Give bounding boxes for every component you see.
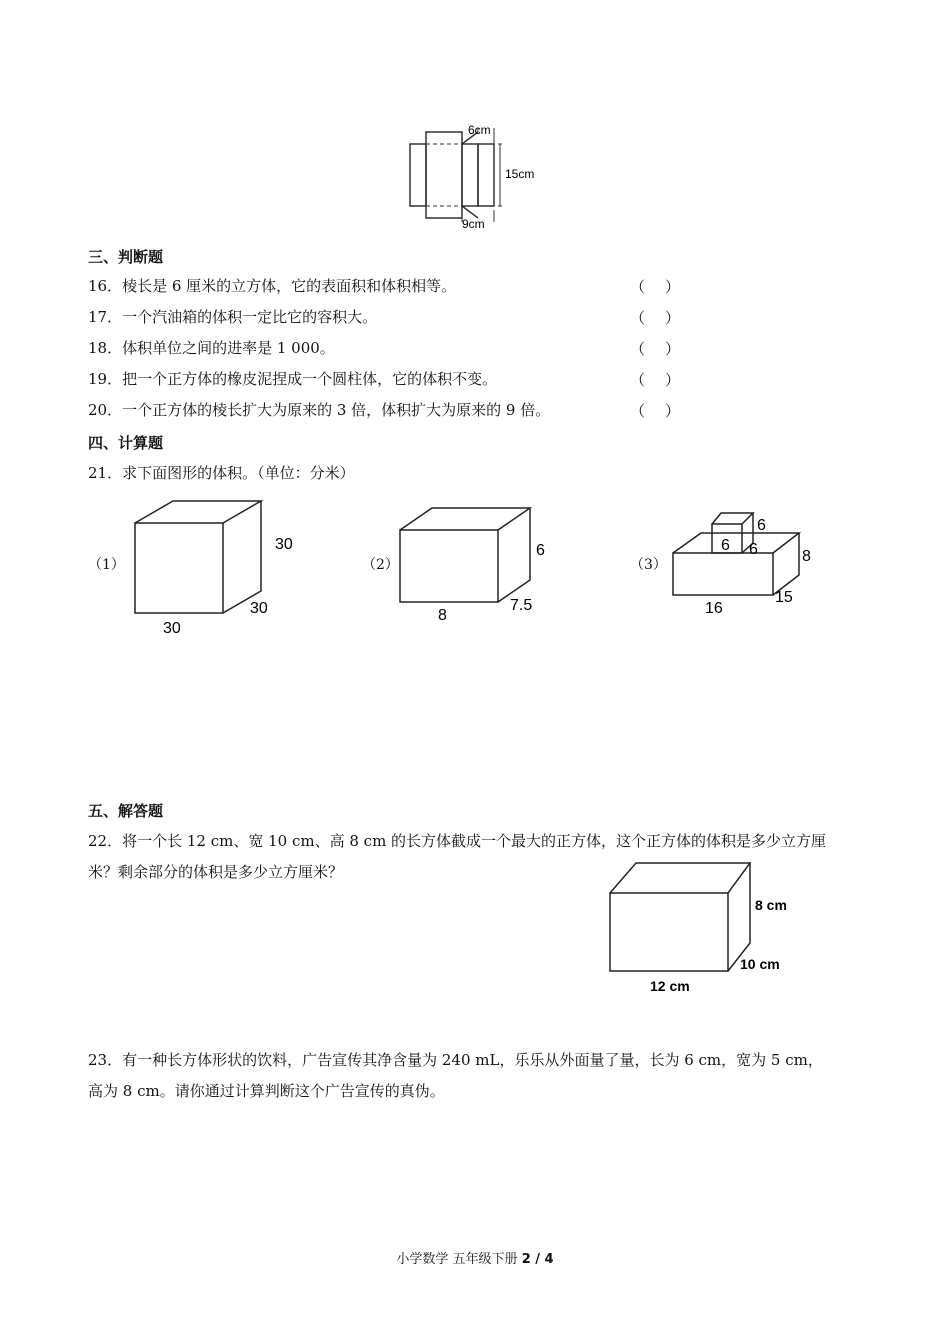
question-21: 21．求下面图形的体积。（单位：分米） — [88, 464, 355, 482]
fig3-small-right-label: 6 — [757, 517, 766, 534]
q22-length-label: 12 cm — [650, 978, 690, 994]
fig1-depth-label: 30 — [250, 600, 268, 617]
answer-blank-19[interactable]: （ ） — [630, 371, 680, 389]
q22-depth-label: 10 cm — [740, 956, 780, 972]
net-label-right: 15cm — [505, 167, 535, 181]
fig2-bottom-label: 8 — [438, 607, 447, 624]
fig1-right-label: 30 — [275, 536, 293, 553]
figure-2-label: （2） — [362, 557, 399, 573]
section-5-heading: 五、解答题 — [88, 802, 164, 820]
answer-blank-16[interactable]: （ ） — [630, 278, 680, 296]
footer-text: 小学数学 五年级下册 — [396, 1252, 522, 1267]
q22-height-label: 8 cm — [755, 897, 787, 913]
page-number: 2 / 4 — [521, 1252, 554, 1267]
question-22-line-1: 22．将一个长 12 cm、宽 10 cm、高 8 cm 的长方体截成一个最大的正方体，这个正方体的体积是多少立方厘 — [88, 832, 827, 850]
net-label-bottom: 9cm — [462, 217, 485, 231]
figure-3-composite — [665, 503, 825, 623]
figure-2-cuboid — [392, 500, 562, 630]
question-17: 17．一个汽油箱的体积一定比它的容积大。 — [88, 308, 378, 326]
fig1-bottom-label: 30 — [163, 620, 181, 637]
question-22-line-2: 米？剩余部分的体积是多少立方厘米？ — [88, 863, 344, 881]
fig2-right-label: 6 — [536, 542, 545, 559]
answer-blank-17[interactable]: （ ） — [630, 309, 680, 327]
fig3-right-label: 8 — [802, 548, 811, 565]
question-18: 18．体积单位之间的进率是 1 000。 — [88, 339, 335, 357]
figure-1-cube — [125, 493, 315, 638]
fig3-depth-label: 15 — [775, 589, 793, 606]
fig3-small-bottom-right-label: 6 — [749, 541, 758, 558]
question-23-line-1: 23．有一种长方体形状的饮料，广告宣传其净含量为 240 mL，乐乐从外面量了量，长为 6 cm，宽为 5 cm， — [88, 1051, 823, 1069]
question-16: 16．棱长是 6 厘米的立方体，它的表面积和体积相等。 — [88, 277, 457, 295]
fig2-depth-label: 7.5 — [510, 597, 533, 614]
section-3-heading: 三、判断题 — [88, 248, 164, 266]
answer-blank-20[interactable]: （ ） — [630, 402, 680, 420]
fig3-bottom-label: 16 — [705, 600, 723, 617]
question-20: 20．一个正方体的棱长扩大为原来的 3 倍，体积扩大为原来的 9 倍。 — [88, 401, 551, 419]
answer-blank-18[interactable]: （ ） — [630, 340, 680, 358]
question-19: 19．把一个正方体的橡皮泥捏成一个圆柱体，它的体积不变。 — [88, 370, 498, 388]
net-label-top: 6cm — [468, 123, 491, 137]
fig3-small-bottom-left-label: 6 — [721, 537, 730, 554]
figure-1-label: （1） — [88, 557, 125, 573]
section-4-heading: 四、计算题 — [88, 434, 164, 452]
cuboid-net-figure — [400, 118, 560, 233]
question-22-cuboid-figure — [600, 855, 810, 1000]
figure-3-label: （3） — [630, 557, 667, 573]
page-footer — [0, 1248, 950, 1267]
question-23-line-2: 高为 8 cm。请你通过计算判断这个广告宣传的真伪。 — [88, 1082, 445, 1100]
